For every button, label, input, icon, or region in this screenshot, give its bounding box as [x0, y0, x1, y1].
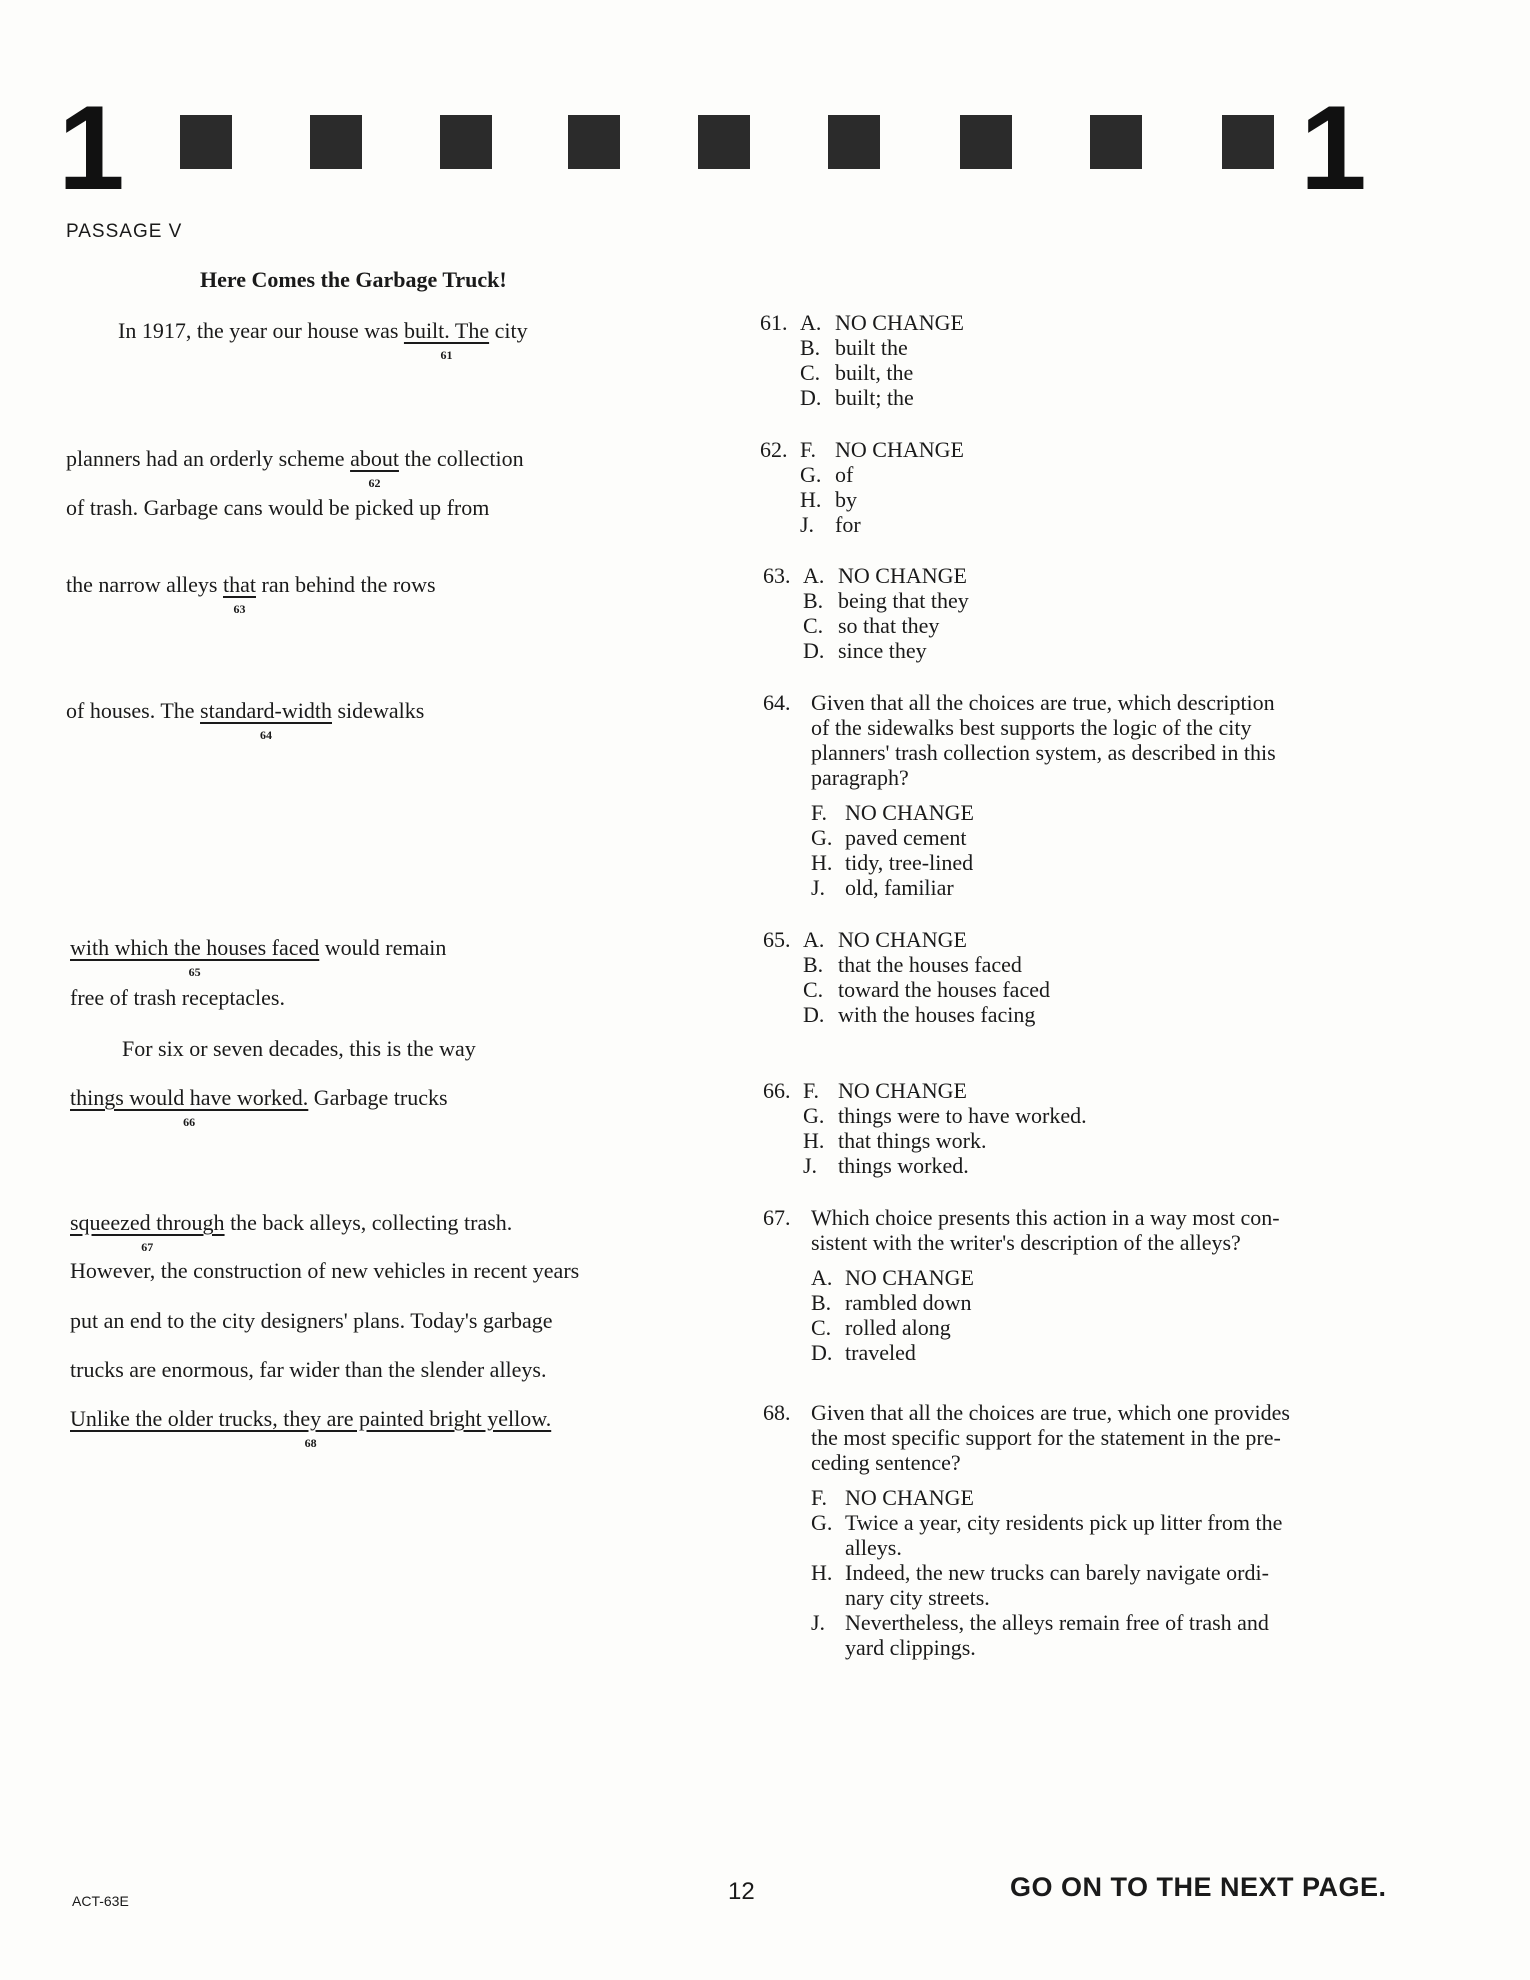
passage-text: planners had an orderly scheme [66, 446, 351, 471]
option-text: nary city streets. [845, 1585, 990, 1610]
option-text: NO CHANGE [845, 1265, 974, 1290]
passage-title: Here Comes the Garbage Truck! [200, 267, 507, 292]
underlined-portion [70, 1210, 225, 1254]
passage-line [70, 1258, 579, 1284]
option-text: that things work. [838, 1128, 987, 1153]
question-number: 64. [763, 690, 791, 715]
header-block [1222, 115, 1274, 169]
underlined-portion [350, 446, 399, 490]
option-letter: G. [800, 462, 822, 487]
passage-line [66, 572, 436, 616]
header-block [568, 115, 620, 169]
option-text: NO CHANGE [835, 437, 964, 462]
passage-line [118, 318, 528, 362]
passage-text: city [489, 318, 528, 343]
option-text: traveled [845, 1340, 916, 1365]
question-number: 67. [763, 1205, 791, 1230]
option-letter: G. [803, 1103, 825, 1128]
form-code: ACT-63E [72, 1893, 129, 1909]
option-letter: C. [803, 613, 824, 638]
option-letter: B. [800, 335, 821, 360]
underlined-text: squeezed through [70, 1210, 225, 1235]
option-text: so that they [838, 613, 940, 638]
passage-text: free of trash receptacles. [70, 985, 285, 1010]
header-block [310, 115, 362, 169]
option-letter: J. [803, 1153, 818, 1178]
passage-line [70, 1210, 513, 1254]
passage-line [70, 1085, 448, 1129]
option-letter: D. [803, 1002, 825, 1027]
question-number: 62. [760, 437, 788, 462]
passage-text: the narrow alleys [66, 572, 223, 597]
question-number: 61. [760, 310, 788, 335]
option-letter: H. [811, 850, 833, 875]
question-number: 68. [763, 1400, 791, 1425]
passage-line [70, 935, 447, 979]
question-stem: planners' trash collection system, as described in this [811, 740, 1276, 765]
underlined-text: that [223, 572, 256, 597]
option-text: NO CHANGE [845, 800, 974, 825]
question-reference-number: 66 [183, 1115, 196, 1129]
option-text: NO CHANGE [838, 927, 967, 952]
passage-text: For six or seven decades, this is the way [122, 1036, 476, 1061]
header-block [1090, 115, 1142, 169]
question-stem: Given that all the choices are true, which description [811, 690, 1275, 715]
question-reference-number: 65 [188, 965, 201, 979]
passage-line [70, 1308, 553, 1334]
passage-text: put an end to the city designers' plans. Today's garbage [70, 1308, 553, 1333]
question-stem: ceding sentence? [811, 1450, 961, 1475]
option-letter: F. [803, 1078, 819, 1103]
option-text: things worked. [838, 1153, 969, 1178]
question-stem: Which choice presents this action in a way most con- [811, 1205, 1280, 1230]
passage-text: ran behind the rows [256, 572, 436, 597]
option-letter: D. [811, 1340, 833, 1365]
option-text: rambled down [845, 1290, 972, 1315]
passage-label: PASSAGE V [66, 221, 183, 242]
header-block [960, 115, 1012, 169]
option-letter: H. [803, 1128, 825, 1153]
option-letter: B. [803, 588, 824, 613]
option-letter: G. [811, 825, 833, 850]
option-letter: A. [800, 310, 822, 335]
underlined-text: standard-width [200, 698, 332, 723]
option-letter: A. [811, 1265, 833, 1290]
passage-line [66, 698, 425, 742]
option-letter: J. [811, 875, 826, 900]
option-letter: F. [811, 1485, 827, 1510]
header-block [828, 115, 880, 169]
option-text: tidy, tree-lined [845, 850, 974, 875]
passage-text: Garbage trucks [308, 1085, 448, 1110]
option-text: that the houses faced [838, 952, 1022, 977]
underlined-portion [70, 935, 320, 979]
question-stem: sistent with the writer's description of the alleys? [811, 1230, 1241, 1255]
passage-text: would remain [319, 935, 447, 960]
next-page-instruction: GO ON TO THE NEXT PAGE. [1010, 1872, 1387, 1902]
question-reference-number: 61 [440, 348, 453, 362]
question-stem: Given that all the choices are true, which one provides [811, 1400, 1290, 1425]
option-text: by [835, 487, 857, 512]
passage-text: the back alleys, collecting trash. [224, 1210, 513, 1235]
option-text: Indeed, the new trucks can barely navigate ordi- [845, 1560, 1269, 1585]
option-text: built, the [835, 360, 914, 385]
option-text: with the houses facing [838, 1002, 1036, 1027]
option-text: things were to have worked. [838, 1103, 1087, 1128]
question-reference-number: 63 [233, 602, 246, 616]
option-letter: A. [803, 927, 825, 952]
option-text: Nevertheless, the alleys remain free of trash and [845, 1610, 1269, 1635]
underlined-portion [403, 318, 490, 362]
passage-text: In 1917, the year our house was [118, 318, 404, 343]
underlined-text: built. The [403, 318, 490, 343]
question-stem: the most specific support for the statement in the pre- [811, 1425, 1281, 1450]
passage-line [66, 446, 524, 490]
option-letter: G. [811, 1510, 833, 1535]
option-text: Twice a year, city residents pick up litter from the [845, 1510, 1283, 1535]
passage-text: sidewalks [332, 698, 425, 723]
question-reference-number: 64 [260, 728, 273, 742]
passage-line [70, 985, 285, 1011]
header-block [440, 115, 492, 169]
underlined-portion [70, 1085, 309, 1129]
option-letter: A. [803, 563, 825, 588]
underlined-text: Unlike the older trucks, they are painted bright yellow. [70, 1406, 552, 1431]
option-letter: C. [800, 360, 821, 385]
option-text: built; the [835, 385, 914, 410]
option-text: yard clippings. [845, 1635, 976, 1660]
section-number-left: 1 [58, 81, 125, 215]
option-letter: J. [811, 1610, 826, 1635]
option-letter: C. [803, 977, 824, 1002]
passage-text: of trash. Garbage cans would be picked up from [66, 495, 490, 520]
option-letter: C. [811, 1315, 832, 1340]
option-text: NO CHANGE [845, 1485, 974, 1510]
option-letter: J. [800, 512, 815, 537]
option-letter: B. [803, 952, 824, 977]
passage-line [66, 495, 489, 521]
underlined-portion [70, 1406, 552, 1450]
underlined-portion [200, 698, 332, 742]
option-text: old, familiar [845, 875, 954, 900]
option-text: since they [838, 638, 927, 663]
page-number: 12 [728, 1878, 755, 1905]
question-number: 66. [763, 1078, 791, 1103]
option-text: rolled along [845, 1315, 951, 1340]
question-reference-number: 68 [304, 1436, 317, 1450]
option-text: for [835, 512, 861, 537]
option-letter: H. [811, 1560, 833, 1585]
passage-line [122, 1036, 476, 1062]
passage-text: trucks are enormous, far wider than the slender alleys. [70, 1357, 547, 1382]
option-letter: F. [800, 437, 816, 462]
underlined-text: with which the houses faced [70, 935, 320, 960]
option-text: of [835, 462, 854, 487]
option-text: being that they [838, 588, 969, 613]
question-number: 65. [763, 927, 791, 952]
passage-text: However, the construction of new vehicles in recent years [70, 1258, 580, 1283]
option-text: NO CHANGE [835, 310, 964, 335]
question-reference-number: 67 [141, 1240, 154, 1254]
underlined-portion [223, 572, 256, 616]
option-text: NO CHANGE [838, 563, 967, 588]
option-text: paved cement [845, 825, 967, 850]
option-text: NO CHANGE [838, 1078, 967, 1103]
option-text: alleys. [845, 1535, 902, 1560]
section-number-right: 1 [1300, 81, 1367, 215]
passage-line [70, 1406, 552, 1450]
passage-text: the collection [398, 446, 524, 471]
passage-text: of houses. The [66, 698, 201, 723]
underlined-text: things would have worked. [70, 1085, 309, 1110]
option-letter: D. [803, 638, 825, 663]
question-number: 63. [763, 563, 791, 588]
header-block [180, 115, 232, 169]
question-stem: paragraph? [811, 765, 909, 790]
option-letter: F. [811, 800, 827, 825]
option-letter: H. [800, 487, 822, 512]
header-block [698, 115, 750, 169]
question-stem: of the sidewalks best supports the logic of the city [811, 715, 1252, 740]
passage-line [70, 1357, 547, 1383]
option-letter: B. [811, 1290, 832, 1315]
option-text: built the [835, 335, 908, 360]
option-letter: D. [800, 385, 822, 410]
underlined-text: about [350, 446, 399, 471]
question-reference-number: 62 [368, 476, 381, 490]
option-text: toward the houses faced [838, 977, 1050, 1002]
